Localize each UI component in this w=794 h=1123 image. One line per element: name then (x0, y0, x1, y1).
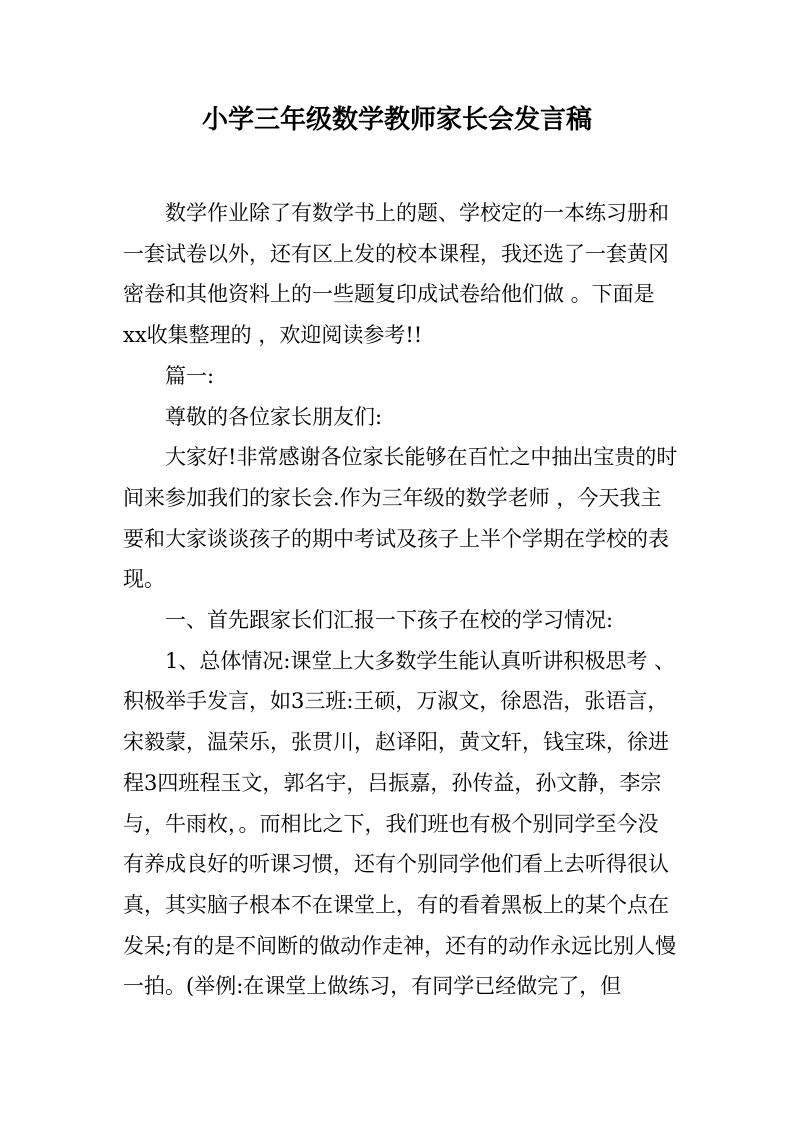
section-heading: 篇一: (165, 363, 215, 388)
subsection-heading: 一、首先跟家长们汇报一下孩子在校的学习情况: (165, 608, 614, 633)
greeting-paragraph: 大家好!非常感谢各位家长能够在百忙之中抽出宝贵的时间来参加我们的家长会.作为三年级的数学老师 ，今天我主要和大家谈谈孩子的期中考试及孩子上半个学期在学校的表现。 (123, 445, 678, 592)
intro-paragraph: 数学作业除了有数学书上的题、学校定的一本练习册和一套试卷以外，还有区上发的校本课程，我还选了一套黄冈密卷和其他资料上的一些题复印成试卷给他们做 。下面是xx收集整理的 ，欢迎阅读参考!! (123, 201, 669, 348)
overall-situation-paragraph: 1、总体情况:课堂上大多数学生能认真听讲积极思考 、积极举手发言，如3三班:王硕，万淑文，徐恩浩，张语言，宋毅蒙，温荣乐，张贯川，赵译阳，黄文轩，钱宝珠，徐进程3四班程玉文，郭名宇，吕振嘉，孙传益，孙文静，李宗与，牛雨枚，。而相比之下，我们班也有极个别同学至今没有养成良好的听课习惯，还有个别同学他们看上去听得很认真，其实脑子根本不在课堂上，有的看着黑板上的某个点在发呆;有的是不间断的做动作走神，还有的动作永远比别人慢一拍。(举例:在课堂上做练习，有同学已经做完了，但 (123, 648, 677, 999)
document-title: 小学三年级数学教师家长会发言稿 (201, 105, 592, 135)
salutation: 尊敬的各位家长朋友们: (165, 404, 383, 429)
document-body (123, 193, 678, 1007)
